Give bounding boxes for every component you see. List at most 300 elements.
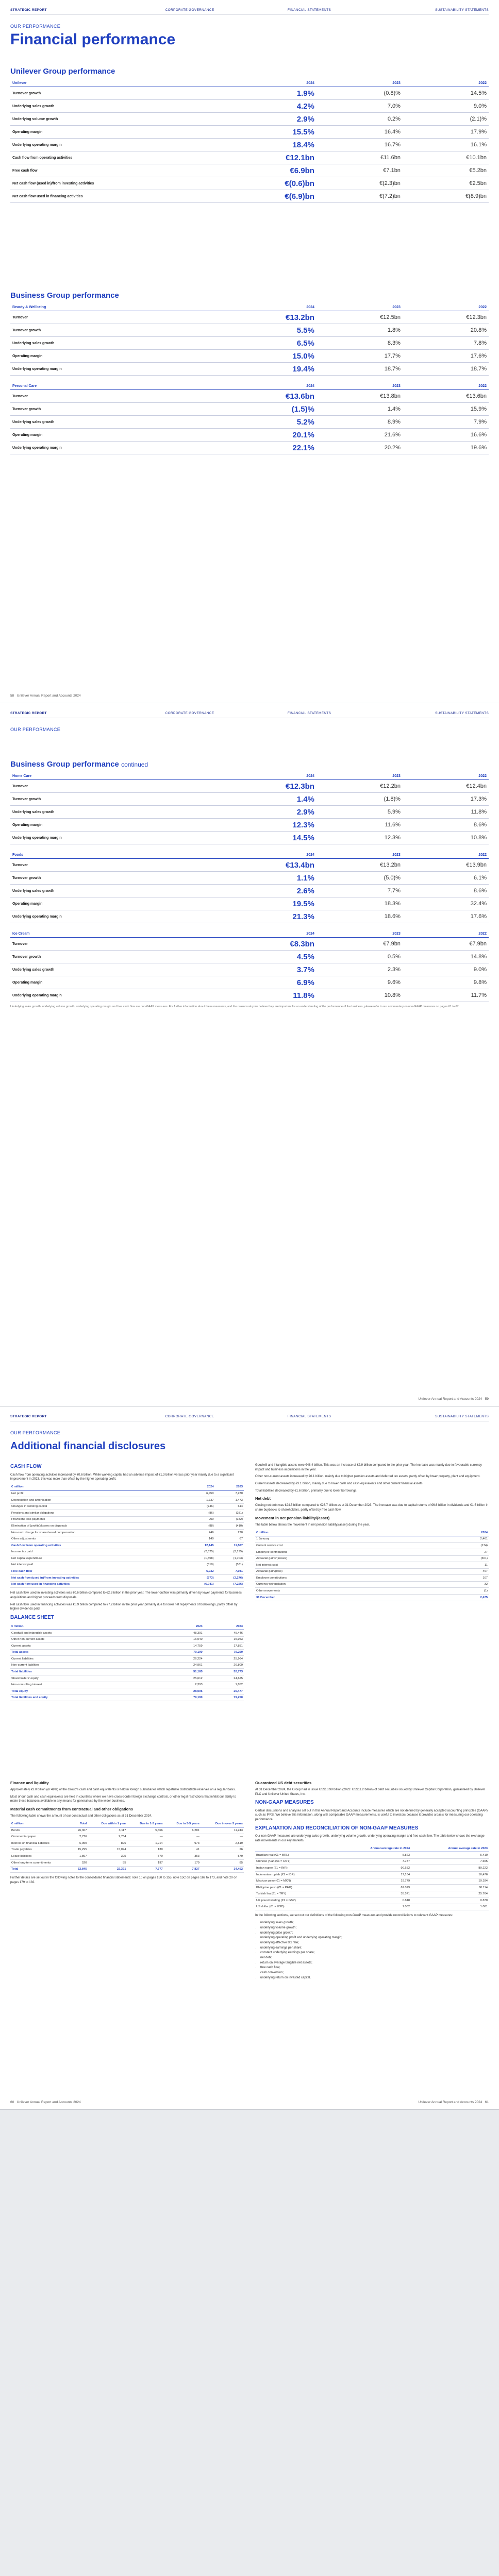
table-cell: 1.082 xyxy=(333,1904,411,1910)
table-cell: (182) xyxy=(215,1516,244,1523)
kpi-value: €(0.6)bn xyxy=(221,177,317,190)
table-cell: 25.764 xyxy=(411,1891,489,1897)
top-nav xyxy=(10,708,489,718)
table-cell: Philippine peso (€1 = PHP) xyxy=(255,1885,333,1891)
list-item: • underlying earnings per share; xyxy=(260,1946,489,1951)
table-row xyxy=(255,1549,489,1555)
table-row xyxy=(255,1865,489,1872)
kpi-label: Net cash flow (used in)/from investing activities xyxy=(10,177,221,190)
kpi-row xyxy=(10,938,489,951)
col-header: Annual average rate in 2023 xyxy=(411,1846,489,1852)
table-cell: Currency retranslation xyxy=(255,1581,437,1588)
list-item: • underlying price growth; xyxy=(260,1931,489,1936)
table-cell: 1,737 xyxy=(186,1497,214,1504)
kpi-value: 2.9% xyxy=(221,113,317,126)
table-cell: Non-cash charge for share-based compensation xyxy=(10,1529,186,1536)
table-row xyxy=(255,1904,489,1910)
page-60 xyxy=(0,1406,499,2110)
table-row xyxy=(10,1549,244,1555)
table-cell: Chinese yuan (€1 = CNY) xyxy=(255,1858,333,1865)
kpi-value: 6.5% xyxy=(221,337,317,350)
kpi-row xyxy=(10,780,489,793)
balance-sheet-table xyxy=(10,1623,244,1701)
foods-table xyxy=(10,852,489,923)
table-label-header: Unilever xyxy=(10,80,221,87)
table-cell: Bonds xyxy=(10,1827,72,1834)
year-header: 2022 xyxy=(403,383,489,390)
liquidity-heading: Finance and liquidity xyxy=(10,1781,49,1785)
kpi-label: Turnover growth xyxy=(10,324,221,337)
beauty-wellbeing-table xyxy=(10,304,489,376)
col-header: € million xyxy=(10,1821,72,1827)
kpi-label: Turnover xyxy=(10,938,221,951)
paragraph: Cash flow from operating activities increased by €0.6 billion. While working capital had an adverse impact of €1.3 billion versus prior year mainly due to a significant improvement in 2023, this was more than offset by the higher operating profit. xyxy=(10,1473,234,1481)
table-row xyxy=(10,1649,244,1656)
table-cell: 896 xyxy=(88,1840,127,1847)
table-cell: 140 xyxy=(186,1536,214,1543)
table-cell: 26 xyxy=(201,1846,244,1853)
kpi-value: 19.5% xyxy=(221,897,317,910)
table-row xyxy=(255,1575,489,1582)
table-cell: 22,321 xyxy=(88,1866,127,1873)
nav-strategic-report[interactable]: STRATEGIC REPORT xyxy=(10,1414,47,1418)
footer-title: Unilever Annual Report and Accounts 2024 xyxy=(418,1397,483,1401)
kpi-value: 11.7% xyxy=(403,989,489,1002)
table-row xyxy=(10,1643,244,1650)
net-debt-heading: Net debt xyxy=(255,1496,271,1501)
kpi-value: €11.6bn xyxy=(317,151,403,164)
kpi-value: 18.6% xyxy=(317,910,403,923)
kpi-value: 14.5% xyxy=(221,832,317,844)
kpi-value: €12.5bn xyxy=(317,311,403,324)
table-cell: Depreciation and amortisation xyxy=(10,1497,186,1504)
section-kicker: OUR PERFORMANCE xyxy=(10,727,61,732)
table-cell: 67 xyxy=(215,1536,244,1543)
kpi-value: 22.1% xyxy=(221,442,317,454)
kpi-value: 2.9% xyxy=(221,806,317,819)
business-group-performance xyxy=(10,291,489,454)
paragraph: Closing net debt was €24.5 billion compared to €23.7 billion as at 31 December 2023. The increase was due to capital returns of €6.6 billion in dividends and €1.5 billion in share buybacks to shareholders, partly offset by free cash flow. xyxy=(255,1504,489,1512)
table-label-header: Beauty & Wellbeing xyxy=(10,304,221,311)
top-nav xyxy=(10,1412,489,1421)
kpi-value: 2.6% xyxy=(221,885,317,897)
page-title: Additional financial disclosures xyxy=(10,1440,166,1452)
table-cell: 2,764 xyxy=(88,1834,127,1840)
table-row xyxy=(10,1630,244,1636)
table-cell: Mexican peso (€1 = MXN) xyxy=(255,1878,333,1885)
kpi-value: €5.2bn xyxy=(403,164,489,177)
obligations-heading: Material cash commitments from contractual and other obligations xyxy=(10,1806,133,1811)
kpi-value: €8.3bn xyxy=(221,938,317,951)
pension-heading: Movement in net pension liability/(asset) xyxy=(255,1515,330,1520)
kpi-label: Operating margin xyxy=(10,976,221,989)
table-cell: 52,845 xyxy=(72,1866,88,1873)
col-header: 2023 xyxy=(204,1623,244,1630)
kpi-value: 18.7% xyxy=(317,363,403,376)
year-header: 2024 xyxy=(221,773,317,780)
kpi-row xyxy=(10,324,489,337)
paragraph: In the following sections, we set out our definitions of the following non-GAAP measures and provide reconciliations to relevant GAAP measures: xyxy=(255,1914,453,1918)
table-cell: 1,214 xyxy=(127,1840,163,1847)
column-right xyxy=(255,1463,489,1704)
paragraph: The table below shows the movement in net pension liability/(asset) during the year. xyxy=(255,1523,370,1527)
table-cell: 12,145 xyxy=(186,1543,214,1549)
usgs-heading: Guaranteed US debt securities xyxy=(255,1781,312,1785)
kpi-value: €13.6bn xyxy=(403,390,489,403)
kpi-value: (0.8)% xyxy=(317,87,403,100)
kpi-value: 3.7% xyxy=(221,963,317,976)
kpi-row xyxy=(10,416,489,429)
kpi-label: Cash flow from operating activities xyxy=(10,151,221,164)
table-label-header: Home Care xyxy=(10,773,221,780)
table-cell: 24,961 xyxy=(163,1662,203,1669)
table-cell: 520 xyxy=(72,1859,88,1866)
page-footer xyxy=(10,694,81,698)
table-row xyxy=(255,1536,489,1543)
table-cell: Elimination of (profits)/losses on disposals xyxy=(10,1523,186,1530)
table-cell: Cash flow from operating activities xyxy=(10,1543,186,1549)
kpi-value: (1.8)% xyxy=(317,793,403,806)
table-row xyxy=(10,1568,244,1575)
nav-strategic-report[interactable]: STRATEGIC REPORT xyxy=(10,8,47,12)
kpi-label: Operating margin xyxy=(10,126,221,139)
kpi-row xyxy=(10,897,489,910)
kpi-row xyxy=(10,311,489,324)
table-cell: (1,703) xyxy=(215,1555,244,1562)
kpi-row xyxy=(10,859,489,872)
table-cell: (746) xyxy=(186,1503,214,1510)
obligations-table xyxy=(10,1821,244,1873)
kpi-row xyxy=(10,910,489,923)
kpi-row xyxy=(10,832,489,844)
table-row xyxy=(10,1669,244,1675)
table-cell: 45,446 xyxy=(204,1630,244,1636)
kpi-value: €2.5bn xyxy=(403,177,489,190)
kpi-label: Turnover growth xyxy=(10,872,221,885)
kpi-label: Underlying operating margin xyxy=(10,139,221,151)
nav-corporate-governance[interactable]: CORPORATE GOVERNANCE xyxy=(165,711,214,715)
kpi-row xyxy=(10,872,489,885)
kpi-value: €(6.9)bn xyxy=(221,190,317,203)
page-number: 59 xyxy=(485,1397,489,1401)
year-header: 2022 xyxy=(403,80,489,87)
table-cell: Total xyxy=(10,1866,72,1873)
list-item: • return on average tangible net assets; xyxy=(260,1961,489,1965)
table-cell: 15,953 xyxy=(204,1636,244,1643)
paragraph: At 31 December 2024, the Group had in issue US$10.99 billion (2023: US$11.2 billion) of debt securities issued by Unilever Capital Corporation, guaranteed by Unilever PLC and Unilever United States, Inc. xyxy=(255,1788,486,1796)
kpi-value: 15.0% xyxy=(221,350,317,363)
table-cell: Interest on financial liabilities xyxy=(10,1840,72,1847)
nav-corporate-governance[interactable]: CORPORATE GOVERNANCE xyxy=(165,8,214,12)
table-row xyxy=(10,1675,244,1682)
kpi-value: (1.5)% xyxy=(221,403,317,416)
kpi-value: 0.2% xyxy=(317,113,403,126)
nav-sustainability-statements[interactable]: SUSTAINABILITY STATEMENTS xyxy=(435,8,489,12)
table-row xyxy=(10,1688,244,1695)
table-cell: 11,243 xyxy=(201,1827,244,1834)
footer-title: Unilever Annual Report and Accounts 2024 xyxy=(418,2100,483,2104)
kpi-value: 12.3% xyxy=(221,819,317,832)
table-cell: 5,666 xyxy=(127,1827,163,1834)
table-cell: 17,164 xyxy=(333,1872,411,1878)
table-row xyxy=(10,1516,244,1523)
table-cell: 1 January xyxy=(255,1536,437,1543)
kpi-value: 5.5% xyxy=(221,324,317,337)
kpi-label: Turnover xyxy=(10,311,221,324)
col-header: € million xyxy=(10,1623,163,1630)
table-row xyxy=(255,1878,489,1885)
year-header: 2024 xyxy=(221,80,317,87)
kpi-row xyxy=(10,151,489,164)
table-cell: (88) xyxy=(186,1523,214,1530)
kpi-label: Operating margin xyxy=(10,350,221,363)
list-item: • underlying volume growth; xyxy=(260,1926,489,1930)
kpi-value: 17.6% xyxy=(403,350,489,363)
table-cell: (1,358) xyxy=(186,1555,214,1562)
kpi-value: 11.6% xyxy=(317,819,403,832)
table-cell: Other long-term commitments xyxy=(10,1859,72,1866)
table-row xyxy=(10,1859,244,1866)
kpi-value: 1.9% xyxy=(221,87,317,100)
table-cell: 35.571 xyxy=(333,1891,411,1897)
table-cell: 1,897 xyxy=(72,1853,88,1860)
kpi-value: 20.2% xyxy=(317,442,403,454)
col-header: 2023 xyxy=(215,1484,244,1490)
nav-sustainability-statements[interactable]: SUSTAINABILITY STATEMENTS xyxy=(435,1414,489,1418)
table-cell: Other movements xyxy=(255,1588,437,1595)
table-row xyxy=(10,1529,244,1536)
table-row xyxy=(255,1568,489,1575)
table-cell: 2,461 xyxy=(437,1536,489,1543)
kpi-row xyxy=(10,350,489,363)
kpi-value: €13.8bn xyxy=(317,390,403,403)
table-row xyxy=(10,1846,244,1853)
kpi-label: Operating margin xyxy=(10,897,221,910)
nav-financial-statements[interactable]: FINANCIAL STATEMENTS xyxy=(287,711,331,715)
table-cell: 395 xyxy=(88,1853,127,1860)
kpi-value: €12.3bn xyxy=(221,780,317,793)
table-row xyxy=(255,1562,489,1569)
table-cell: Net profit xyxy=(10,1490,186,1497)
kpi-label: Operating margin xyxy=(10,819,221,832)
table-cell: 7.787 xyxy=(333,1858,411,1865)
paragraph: The following table shows the amount of our contractual and other obligations as at 31 December 2024. xyxy=(10,1814,152,1818)
nav-corporate-governance[interactable]: CORPORATE GOVERNANCE xyxy=(165,1414,214,1418)
section-heading xyxy=(10,760,489,769)
kpi-value: 8.3% xyxy=(317,337,403,350)
table-cell: 28,005 xyxy=(163,1688,203,1695)
table-cell: UK pound sterling (€1 = GBP) xyxy=(255,1897,333,1904)
kpi-value: 6.1% xyxy=(403,872,489,885)
table-cell: 19.779 xyxy=(333,1878,411,1885)
table-row xyxy=(10,1682,244,1688)
table-cell: Employee contributions xyxy=(255,1549,437,1555)
col-header: Due within 1 year xyxy=(88,1821,127,1827)
table-cell: (2,276) xyxy=(215,1574,244,1581)
kpi-value: 8.9% xyxy=(317,416,403,429)
table-cell: (2,195) xyxy=(215,1549,244,1555)
kpi-value: 9.0% xyxy=(403,963,489,976)
kpi-value: 12.3% xyxy=(317,832,403,844)
kpi-value: 17.6% xyxy=(403,910,489,923)
table-row xyxy=(10,1555,244,1562)
table-cell: 79,190 xyxy=(163,1649,203,1656)
fx-rates-table xyxy=(255,1846,489,1911)
kpi-value: €12.4bn xyxy=(403,780,489,793)
table-cell: (531) xyxy=(215,1562,244,1568)
table-row xyxy=(10,1834,244,1840)
table-cell: Brazilian real (€1 = BRL) xyxy=(255,1852,333,1859)
kpi-value: 8.6% xyxy=(403,819,489,832)
section-heading: Unilever Group performance xyxy=(10,67,115,76)
table-cell: 7,230 xyxy=(215,1490,244,1497)
kpi-value: 17.3% xyxy=(403,793,489,806)
kpi-value: 4.2% xyxy=(221,100,317,113)
table-cell: 7,777 xyxy=(127,1866,163,1873)
kpi-value: 1.8% xyxy=(317,324,403,337)
list-item: • cash conversion; xyxy=(260,1971,489,1975)
kpi-row xyxy=(10,139,489,151)
kpi-value: 11.8% xyxy=(403,806,489,819)
nav-strategic-report[interactable]: STRATEGIC REPORT xyxy=(10,711,47,715)
table-row xyxy=(10,1662,244,1669)
table-cell: 5.823 xyxy=(333,1852,411,1859)
kpi-label: Underlying operating margin xyxy=(10,442,221,454)
nav-financial-statements[interactable]: FINANCIAL STATEMENTS xyxy=(287,1414,331,1418)
nav-sustainability-statements[interactable]: SUSTAINABILITY STATEMENTS xyxy=(435,711,489,715)
kpi-label: Underlying operating margin xyxy=(10,832,221,844)
table-cell: Other adjustments xyxy=(10,1536,186,1543)
table-cell: — xyxy=(127,1834,163,1840)
table-row xyxy=(255,1852,489,1859)
year-header: 2022 xyxy=(403,930,489,938)
table-cell: 25,612 xyxy=(163,1675,203,1682)
year-header: 2023 xyxy=(317,852,403,859)
table-row xyxy=(255,1555,489,1562)
disclosure-columns-lower xyxy=(10,1777,489,1982)
table-cell: 2,475 xyxy=(437,1595,489,1601)
table-label-header: Personal Care xyxy=(10,383,221,390)
table-row xyxy=(10,1510,244,1517)
table-cell: 79,250 xyxy=(204,1694,244,1701)
page-footer-right xyxy=(418,2100,489,2104)
section-kicker: OUR PERFORMANCE xyxy=(10,1430,61,1435)
kpi-value: €7.1bn xyxy=(317,164,403,177)
table-label-header: Ice Cream xyxy=(10,930,221,938)
table-cell: 90.652 xyxy=(333,1865,411,1872)
table-cell: Shareholders' equity xyxy=(10,1675,163,1682)
kpi-value: 15.9% xyxy=(403,403,489,416)
kpi-value: 15.5% xyxy=(221,126,317,139)
table-cell: 24,625 xyxy=(204,1675,244,1682)
kpi-row xyxy=(10,793,489,806)
kpi-value: 14.8% xyxy=(403,951,489,963)
table-cell: 197 xyxy=(127,1859,163,1866)
balance-sheet-heading: BALANCE SHEET xyxy=(10,1614,55,1620)
table-cell: Other non-current assets xyxy=(10,1636,163,1643)
section-heading: Business Group performance xyxy=(10,291,119,300)
table-cell: (281) xyxy=(215,1510,244,1517)
kpi-value: 8.6% xyxy=(403,885,489,897)
kpi-value: €13.2bn xyxy=(221,311,317,324)
kpi-value: (2.1)% xyxy=(403,113,489,126)
business-group-performance-continued xyxy=(10,760,489,1009)
kpi-label: Underlying operating margin xyxy=(10,363,221,376)
heading-continued: continued xyxy=(121,761,148,768)
table-row xyxy=(10,1840,244,1847)
kpi-label: Underlying operating margin xyxy=(10,989,221,1002)
kpi-value: 1.4% xyxy=(317,403,403,416)
table-cell: 6,050 xyxy=(72,1840,88,1847)
kpi-label: Underlying sales growth xyxy=(10,885,221,897)
kpi-label: Underlying sales growth xyxy=(10,963,221,976)
table-cell: Net capital expenditure xyxy=(10,1555,186,1562)
table-row xyxy=(255,1595,489,1601)
nav-financial-statements[interactable]: FINANCIAL STATEMENTS xyxy=(287,8,331,12)
kpi-label: Free cash flow xyxy=(10,164,221,177)
kpi-label: Net cash flow used in financing activities xyxy=(10,190,221,203)
col-header: € million xyxy=(10,1484,186,1490)
col-header xyxy=(255,1846,333,1852)
table-cell: 614 xyxy=(215,1503,244,1510)
kpi-label: Turnover xyxy=(10,390,221,403)
year-header: 2022 xyxy=(403,773,489,780)
table-cell: Total liabilities xyxy=(10,1669,163,1675)
table-row xyxy=(10,1523,244,1530)
kpi-row xyxy=(10,951,489,963)
kpi-row xyxy=(10,885,489,897)
col-header: Total xyxy=(72,1821,88,1827)
kpi-value: €13.4bn xyxy=(221,859,317,872)
kpi-value: €6.9bn xyxy=(221,164,317,177)
kpi-value: 18.7% xyxy=(403,363,489,376)
table-row xyxy=(10,1497,244,1504)
disclosure-columns xyxy=(10,1463,489,1704)
table-cell: Income tax paid xyxy=(10,1549,186,1555)
table-cell: 60.114 xyxy=(411,1885,489,1891)
column-right-lower xyxy=(255,1777,489,1982)
col-header: 2024 xyxy=(437,1530,489,1536)
year-header: 2024 xyxy=(221,852,317,859)
kpi-value: 21.3% xyxy=(221,910,317,923)
kpi-row xyxy=(10,337,489,350)
kpi-row xyxy=(10,190,489,203)
kpi-value: 18.4% xyxy=(221,139,317,151)
column-left xyxy=(10,1463,244,1704)
kpi-label: Turnover growth xyxy=(10,951,221,963)
table-cell: 55 xyxy=(88,1859,127,1866)
table-cell: Changes in working capital xyxy=(10,1503,186,1510)
page-end-filler xyxy=(0,2111,499,2112)
kpi-value: 10.8% xyxy=(403,832,489,844)
pension-table xyxy=(255,1530,489,1601)
year-header: 2023 xyxy=(317,930,403,938)
kpi-value: 7.7% xyxy=(317,885,403,897)
table-cell: Net interest paid xyxy=(10,1562,186,1568)
list-item: • underlying operating profit and underlying operating margin; xyxy=(260,1936,489,1940)
table-cell: 51,185 xyxy=(163,1669,203,1675)
kpi-value: 10.8% xyxy=(317,989,403,1002)
year-header: 2024 xyxy=(221,383,317,390)
table-row xyxy=(10,1503,244,1510)
heading-text: Business Group performance xyxy=(10,760,119,769)
page-58 xyxy=(0,0,499,703)
paragraph: Current assets decreased by €3.1 billion, mainly due to lower cash and cash equivalents and other current financial assets. xyxy=(255,1482,424,1486)
kpi-label: Turnover growth xyxy=(10,87,221,100)
unilever-kpi-table xyxy=(10,80,489,203)
kpi-value: 16.6% xyxy=(403,429,489,442)
table-cell: US dollar (€1 = USD) xyxy=(255,1904,333,1910)
